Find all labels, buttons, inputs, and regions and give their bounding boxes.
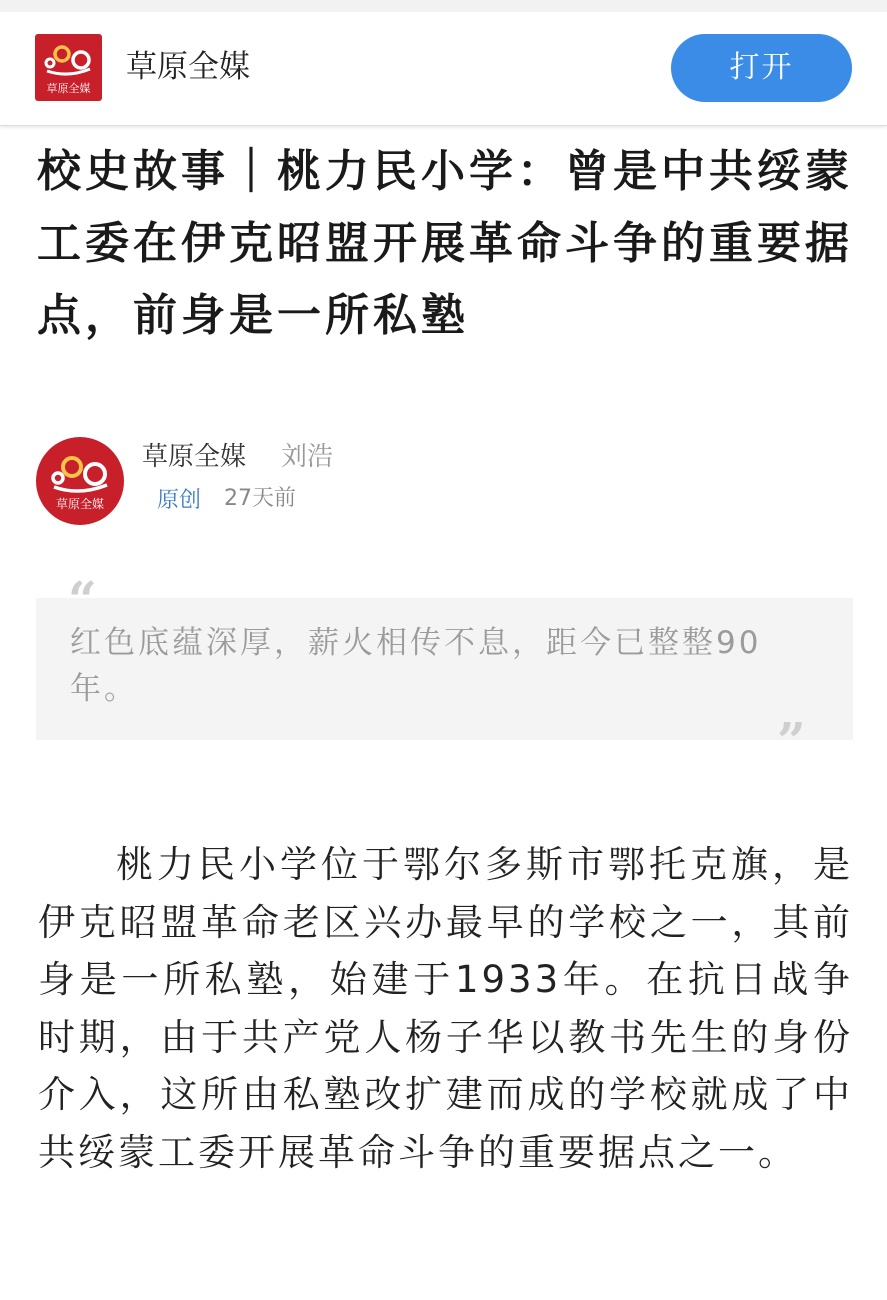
close-quote-icon: ”: [777, 711, 806, 770]
open-app-button[interactable]: 打开: [671, 34, 852, 102]
logo-mark-icon: [49, 451, 111, 497]
reporter-name: 刘浩: [281, 442, 334, 472]
article-paragraph: 桃力民小学位于鄂尔多斯市鄂托克旗，是伊克昭盟革命老区兴办最早的学校之一，其前身是一所私塾，始建于1933年。在抗日战争时期，由于共产党人杨子华以教书先生的身份介入，这所由私塾改扩建而成的学校就成了中共绥蒙工委开展革命斗争的重要据点之一。: [38, 843, 853, 1174]
app-banner: [0, 12, 887, 126]
publish-time: 27天前: [224, 486, 296, 511]
author-avatar[interactable]: [36, 437, 124, 525]
status-strip: [0, 0, 887, 12]
author-avatar-label: 草原全媒: [55, 497, 104, 511]
app-logo-label: 草原全媒: [46, 82, 91, 95]
open-quote-icon: “: [68, 570, 97, 629]
app-logo[interactable]: [35, 34, 102, 101]
logo-mark-icon: [43, 40, 94, 80]
app-name: 草原全媒: [126, 49, 250, 85]
author-name[interactable]: 草原全媒: [142, 442, 247, 472]
article-title: 校史故事｜桃力民小学：曾是中共绥蒙工委在伊克昭盟开展革命斗争的重要据点，前身是一所私塾: [37, 146, 853, 341]
summary-quote-text: 红色底蕴深厚，薪火相传不息，距今已整整90年。: [70, 625, 762, 707]
original-tag: 原创: [157, 488, 202, 513]
